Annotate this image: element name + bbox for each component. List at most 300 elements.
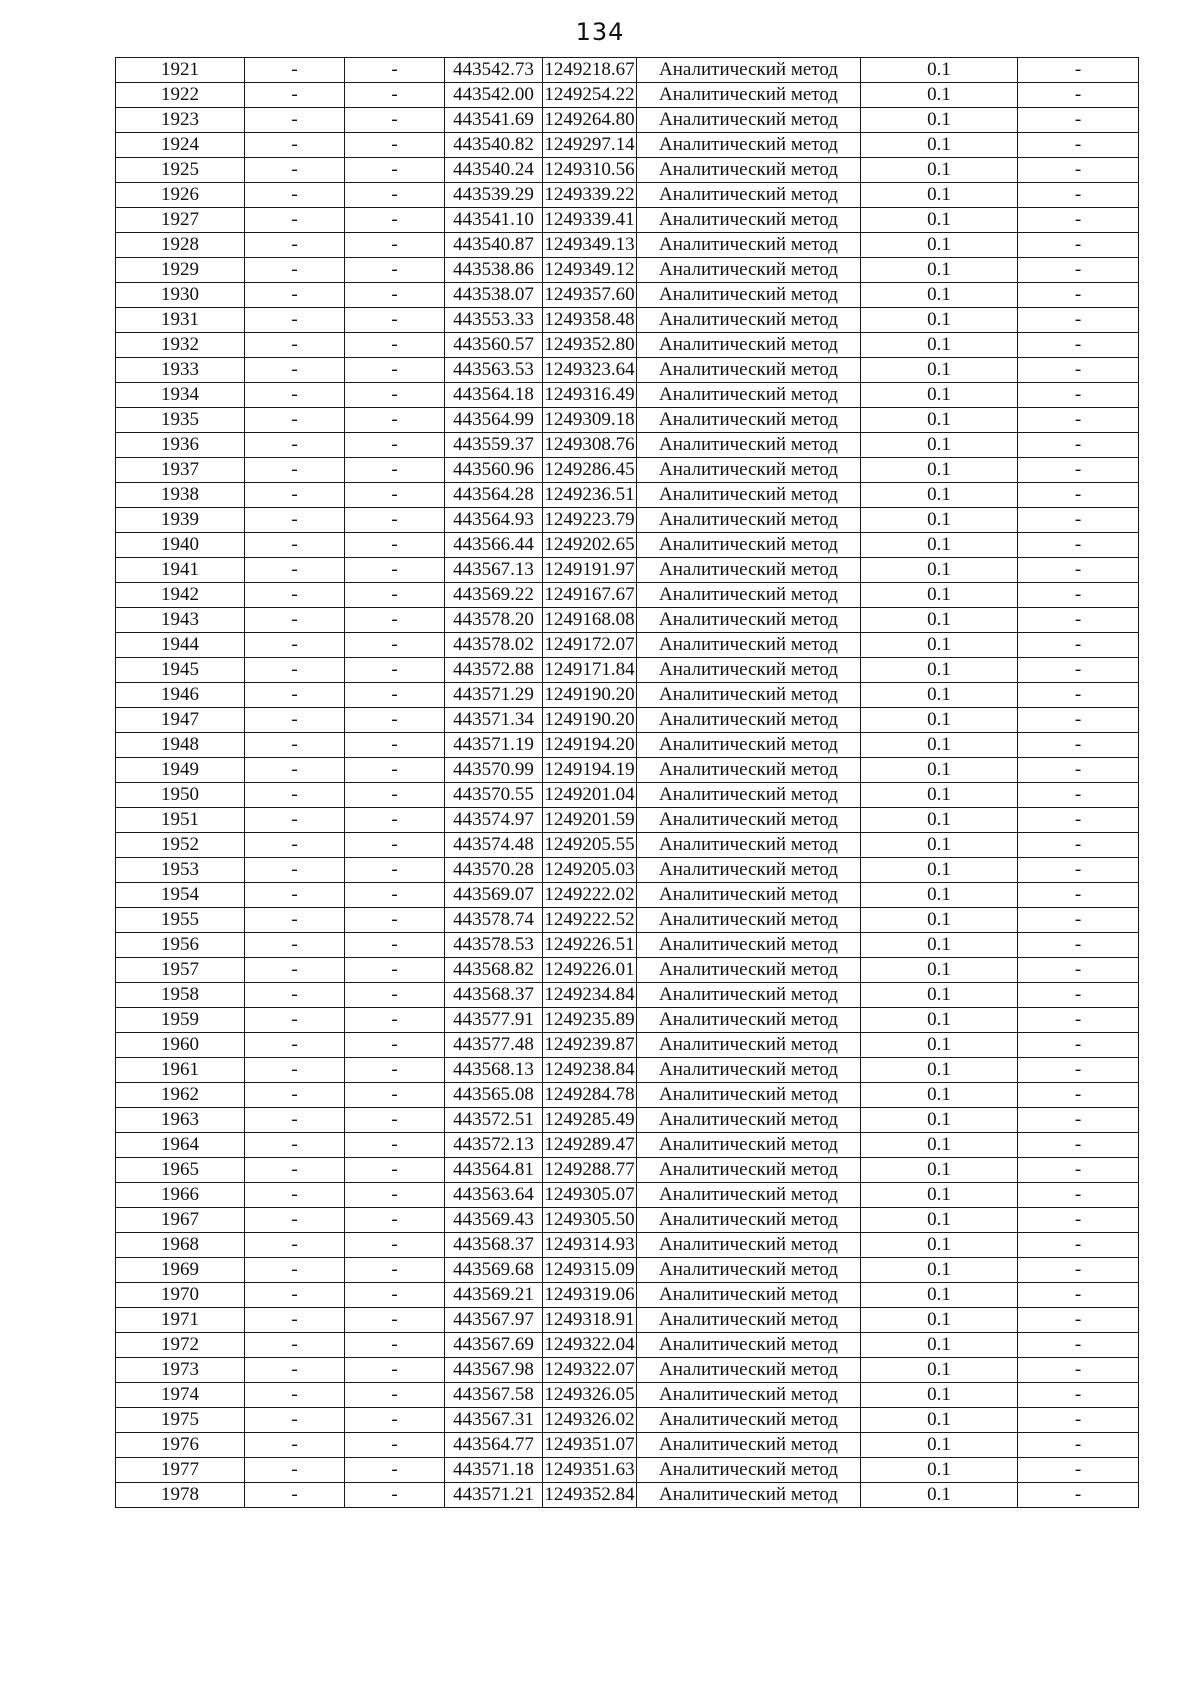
x-coordinate-cell: 443560.57 <box>445 333 543 358</box>
y-coordinate-cell: 1249172.07 <box>543 633 637 658</box>
x-coordinate-cell: 443542.73 <box>445 58 543 83</box>
x-coordinate-cell: 443567.58 <box>445 1383 543 1408</box>
x-coordinate-cell: 443567.31 <box>445 1408 543 1433</box>
point-number-cell: 1964 <box>116 1133 245 1158</box>
y-coordinate-cell: 1249286.45 <box>543 458 637 483</box>
method-cell: Аналитический метод <box>637 1033 861 1058</box>
y-coordinate-cell: 1249201.04 <box>543 783 637 808</box>
precision-cell: 0.1 <box>861 1308 1018 1333</box>
table-row <box>116 1058 1139 1083</box>
dash-cell-old-y: - <box>345 583 445 608</box>
precision-cell: 0.1 <box>861 558 1018 583</box>
method-cell: Аналитический метод <box>637 258 861 283</box>
table-row <box>116 208 1139 233</box>
coordinates-table <box>115 57 1139 1508</box>
table-row <box>116 383 1139 408</box>
y-coordinate-cell: 1249236.51 <box>543 483 637 508</box>
dash-cell-old-y: - <box>345 833 445 858</box>
table-row <box>116 58 1139 83</box>
y-coordinate-cell: 1249352.84 <box>543 1483 637 1508</box>
precision-cell: 0.1 <box>861 883 1018 908</box>
y-coordinate-cell: 1249322.07 <box>543 1358 637 1383</box>
table-row <box>116 1408 1139 1433</box>
dash-cell-last: - <box>1018 1408 1139 1433</box>
x-coordinate-cell: 443564.77 <box>445 1433 543 1458</box>
x-coordinate-cell: 443568.82 <box>445 958 543 983</box>
x-coordinate-cell: 443566.44 <box>445 533 543 558</box>
method-cell: Аналитический метод <box>637 208 861 233</box>
dash-cell-last: - <box>1018 1008 1139 1033</box>
dash-cell-last: - <box>1018 483 1139 508</box>
table-row <box>116 1183 1139 1208</box>
dash-cell-old-x: - <box>245 883 345 908</box>
table-row <box>116 233 1139 258</box>
y-coordinate-cell: 1249205.55 <box>543 833 637 858</box>
dash-cell-old-y: - <box>345 683 445 708</box>
dash-cell-last: - <box>1018 808 1139 833</box>
dash-cell-old-x: - <box>245 833 345 858</box>
method-cell: Аналитический метод <box>637 583 861 608</box>
table-row <box>116 833 1139 858</box>
table-row <box>116 133 1139 158</box>
table-row <box>116 158 1139 183</box>
y-coordinate-cell: 1249297.14 <box>543 133 637 158</box>
page-number: 134 <box>575 18 625 46</box>
table-row <box>116 1258 1139 1283</box>
method-cell: Аналитический метод <box>637 708 861 733</box>
point-number-cell: 1961 <box>116 1058 245 1083</box>
x-coordinate-cell: 443569.68 <box>445 1258 543 1283</box>
dash-cell-old-y: - <box>345 783 445 808</box>
precision-cell: 0.1 <box>861 358 1018 383</box>
dash-cell-old-y: - <box>345 1333 445 1358</box>
x-coordinate-cell: 443578.53 <box>445 933 543 958</box>
dash-cell-old-y: - <box>345 533 445 558</box>
y-coordinate-cell: 1249226.01 <box>543 958 637 983</box>
dash-cell-old-x: - <box>245 1158 345 1183</box>
y-coordinate-cell: 1249318.91 <box>543 1308 637 1333</box>
dash-cell-old-y: - <box>345 433 445 458</box>
point-number-cell: 1921 <box>116 58 245 83</box>
point-number-cell: 1955 <box>116 908 245 933</box>
method-cell: Аналитический метод <box>637 1358 861 1383</box>
x-coordinate-cell: 443571.29 <box>445 683 543 708</box>
dash-cell-last: - <box>1018 458 1139 483</box>
precision-cell: 0.1 <box>861 233 1018 258</box>
dash-cell-old-y: - <box>345 483 445 508</box>
dash-cell-old-x: - <box>245 133 345 158</box>
dash-cell-old-x: - <box>245 333 345 358</box>
dash-cell-last: - <box>1018 1358 1139 1383</box>
x-coordinate-cell: 443569.21 <box>445 1283 543 1308</box>
dash-cell-old-y: - <box>345 83 445 108</box>
y-coordinate-cell: 1249254.22 <box>543 83 637 108</box>
point-number-cell: 1944 <box>116 633 245 658</box>
x-coordinate-cell: 443540.24 <box>445 158 543 183</box>
table-row <box>116 1083 1139 1108</box>
dash-cell-old-x: - <box>245 783 345 808</box>
point-number-cell: 1923 <box>116 108 245 133</box>
y-coordinate-cell: 1249191.97 <box>543 558 637 583</box>
dash-cell-old-x: - <box>245 1208 345 1233</box>
point-number-cell: 1960 <box>116 1033 245 1058</box>
method-cell: Аналитический метод <box>637 683 861 708</box>
point-number-cell: 1952 <box>116 833 245 858</box>
method-cell: Аналитический метод <box>637 908 861 933</box>
dash-cell-old-y: - <box>345 1208 445 1233</box>
dash-cell-old-x: - <box>245 258 345 283</box>
dash-cell-last: - <box>1018 58 1139 83</box>
dash-cell-old-y: - <box>345 1183 445 1208</box>
x-coordinate-cell: 443567.98 <box>445 1358 543 1383</box>
dash-cell-last: - <box>1018 533 1139 558</box>
point-number-cell: 1922 <box>116 83 245 108</box>
dash-cell-last: - <box>1018 133 1139 158</box>
y-coordinate-cell: 1249309.18 <box>543 408 637 433</box>
y-coordinate-cell: 1249322.04 <box>543 1333 637 1358</box>
y-coordinate-cell: 1249168.08 <box>543 608 637 633</box>
dash-cell-old-y: - <box>345 1083 445 1108</box>
point-number-cell: 1968 <box>116 1233 245 1258</box>
table-row <box>116 1383 1139 1408</box>
x-coordinate-cell: 443564.93 <box>445 508 543 533</box>
point-number-cell: 1967 <box>116 1208 245 1233</box>
dash-cell-last: - <box>1018 1383 1139 1408</box>
dash-cell-last: - <box>1018 1158 1139 1183</box>
dash-cell-last: - <box>1018 658 1139 683</box>
dash-cell-last: - <box>1018 158 1139 183</box>
point-number-cell: 1963 <box>116 1108 245 1133</box>
dash-cell-last: - <box>1018 208 1139 233</box>
dash-cell-old-x: - <box>245 1408 345 1433</box>
dash-cell-old-y: - <box>345 558 445 583</box>
x-coordinate-cell: 443569.22 <box>445 583 543 608</box>
precision-cell: 0.1 <box>861 1058 1018 1083</box>
table-row <box>116 1483 1139 1508</box>
dash-cell-old-x: - <box>245 958 345 983</box>
dash-cell-old-x: - <box>245 1258 345 1283</box>
dash-cell-old-x: - <box>245 733 345 758</box>
table-row <box>116 508 1139 533</box>
dash-cell-old-x: - <box>245 683 345 708</box>
table-row <box>116 533 1139 558</box>
point-number-cell: 1978 <box>116 1483 245 1508</box>
dash-cell-old-x: - <box>245 583 345 608</box>
precision-cell: 0.1 <box>861 283 1018 308</box>
x-coordinate-cell: 443560.96 <box>445 458 543 483</box>
x-coordinate-cell: 443569.43 <box>445 1208 543 1233</box>
precision-cell: 0.1 <box>861 583 1018 608</box>
dash-cell-old-y: - <box>345 108 445 133</box>
precision-cell: 0.1 <box>861 758 1018 783</box>
precision-cell: 0.1 <box>861 483 1018 508</box>
table-row <box>116 683 1139 708</box>
dash-cell-old-y: - <box>345 1158 445 1183</box>
dash-cell-old-x: - <box>245 1083 345 1108</box>
table-row <box>116 1308 1139 1333</box>
x-coordinate-cell: 443572.51 <box>445 1108 543 1133</box>
dash-cell-old-x: - <box>245 1383 345 1408</box>
y-coordinate-cell: 1249323.64 <box>543 358 637 383</box>
x-coordinate-cell: 443572.13 <box>445 1133 543 1158</box>
x-coordinate-cell: 443571.21 <box>445 1483 543 1508</box>
method-cell: Аналитический метод <box>637 958 861 983</box>
y-coordinate-cell: 1249194.20 <box>543 733 637 758</box>
dash-cell-old-x: - <box>245 158 345 183</box>
dash-cell-last: - <box>1018 1183 1139 1208</box>
y-coordinate-cell: 1249289.47 <box>543 1133 637 1158</box>
point-number-cell: 1950 <box>116 783 245 808</box>
precision-cell: 0.1 <box>861 158 1018 183</box>
method-cell: Аналитический метод <box>637 508 861 533</box>
dash-cell-old-y: - <box>345 58 445 83</box>
precision-cell: 0.1 <box>861 633 1018 658</box>
y-coordinate-cell: 1249357.60 <box>543 283 637 308</box>
dash-cell-last: - <box>1018 408 1139 433</box>
dash-cell-last: - <box>1018 283 1139 308</box>
dash-cell-last: - <box>1018 383 1139 408</box>
dash-cell-old-y: - <box>345 1483 445 1508</box>
y-coordinate-cell: 1249223.79 <box>543 508 637 533</box>
precision-cell: 0.1 <box>861 208 1018 233</box>
dash-cell-old-y: - <box>345 208 445 233</box>
method-cell: Аналитический метод <box>637 1408 861 1433</box>
point-number-cell: 1957 <box>116 958 245 983</box>
precision-cell: 0.1 <box>861 1233 1018 1258</box>
dash-cell-last: - <box>1018 833 1139 858</box>
dash-cell-old-x: - <box>245 1308 345 1333</box>
x-coordinate-cell: 443567.13 <box>445 558 543 583</box>
precision-cell: 0.1 <box>861 983 1018 1008</box>
point-number-cell: 1926 <box>116 183 245 208</box>
method-cell: Аналитический метод <box>637 1458 861 1483</box>
table-row <box>116 258 1139 283</box>
precision-cell: 0.1 <box>861 1158 1018 1183</box>
dash-cell-last: - <box>1018 1333 1139 1358</box>
dash-cell-old-x: - <box>245 183 345 208</box>
method-cell: Аналитический метод <box>637 1133 861 1158</box>
method-cell: Аналитический метод <box>637 533 861 558</box>
dash-cell-last: - <box>1018 83 1139 108</box>
dash-cell-last: - <box>1018 733 1139 758</box>
point-number-cell: 1948 <box>116 733 245 758</box>
dash-cell-last: - <box>1018 758 1139 783</box>
point-number-cell: 1962 <box>116 1083 245 1108</box>
x-coordinate-cell: 443565.08 <box>445 1083 543 1108</box>
y-coordinate-cell: 1249352.80 <box>543 333 637 358</box>
point-number-cell: 1959 <box>116 1008 245 1033</box>
dash-cell-old-x: - <box>245 1483 345 1508</box>
point-number-cell: 1949 <box>116 758 245 783</box>
dash-cell-last: - <box>1018 608 1139 633</box>
point-number-cell: 1975 <box>116 1408 245 1433</box>
dash-cell-old-x: - <box>245 633 345 658</box>
precision-cell: 0.1 <box>861 433 1018 458</box>
dash-cell-old-x: - <box>245 308 345 333</box>
x-coordinate-cell: 443577.91 <box>445 1008 543 1033</box>
x-coordinate-cell: 443568.37 <box>445 1233 543 1258</box>
precision-cell: 0.1 <box>861 683 1018 708</box>
dash-cell-old-x: - <box>245 1108 345 1133</box>
x-coordinate-cell: 443542.00 <box>445 83 543 108</box>
y-coordinate-cell: 1249310.56 <box>543 158 637 183</box>
dash-cell-last: - <box>1018 433 1139 458</box>
table-row <box>116 583 1139 608</box>
x-coordinate-cell: 443538.86 <box>445 258 543 283</box>
table-row <box>116 283 1139 308</box>
method-cell: Аналитический метод <box>637 608 861 633</box>
precision-cell: 0.1 <box>861 1208 1018 1233</box>
dash-cell-old-x: - <box>245 208 345 233</box>
dash-cell-old-x: - <box>245 508 345 533</box>
method-cell: Аналитический метод <box>637 633 861 658</box>
x-coordinate-cell: 443578.20 <box>445 608 543 633</box>
precision-cell: 0.1 <box>861 1433 1018 1458</box>
precision-cell: 0.1 <box>861 1458 1018 1483</box>
method-cell: Аналитический метод <box>637 1308 861 1333</box>
coordinates-table-body <box>116 58 1139 1508</box>
table-row <box>116 483 1139 508</box>
x-coordinate-cell: 443540.82 <box>445 133 543 158</box>
x-coordinate-cell: 443568.37 <box>445 983 543 1008</box>
y-coordinate-cell: 1249190.20 <box>543 708 637 733</box>
dash-cell-last: - <box>1018 633 1139 658</box>
dash-cell-old-y: - <box>345 1258 445 1283</box>
dash-cell-old-y: - <box>345 933 445 958</box>
dash-cell-old-x: - <box>245 908 345 933</box>
table-row <box>116 558 1139 583</box>
x-coordinate-cell: 443569.07 <box>445 883 543 908</box>
x-coordinate-cell: 443564.99 <box>445 408 543 433</box>
table-row <box>116 1433 1139 1458</box>
dash-cell-last: - <box>1018 1433 1139 1458</box>
dash-cell-old-y: - <box>345 158 445 183</box>
dash-cell-old-x: - <box>245 858 345 883</box>
y-coordinate-cell: 1249202.65 <box>543 533 637 558</box>
point-number-cell: 1927 <box>116 208 245 233</box>
dash-cell-old-x: - <box>245 408 345 433</box>
precision-cell: 0.1 <box>861 1108 1018 1133</box>
point-number-cell: 1932 <box>116 333 245 358</box>
x-coordinate-cell: 443567.69 <box>445 1333 543 1358</box>
dash-cell-old-x: - <box>245 758 345 783</box>
point-number-cell: 1973 <box>116 1358 245 1383</box>
dash-cell-old-x: - <box>245 1458 345 1483</box>
method-cell: Аналитический метод <box>637 758 861 783</box>
dash-cell-last: - <box>1018 708 1139 733</box>
method-cell: Аналитический метод <box>637 1008 861 1033</box>
dash-cell-old-x: - <box>245 1008 345 1033</box>
table-row <box>116 1108 1139 1133</box>
method-cell: Аналитический метод <box>637 333 861 358</box>
precision-cell: 0.1 <box>861 108 1018 133</box>
precision-cell: 0.1 <box>861 1483 1018 1508</box>
precision-cell: 0.1 <box>861 408 1018 433</box>
table-row <box>116 83 1139 108</box>
precision-cell: 0.1 <box>861 933 1018 958</box>
y-coordinate-cell: 1249319.06 <box>543 1283 637 1308</box>
dash-cell-old-y: - <box>345 808 445 833</box>
point-number-cell: 1945 <box>116 658 245 683</box>
point-number-cell: 1940 <box>116 533 245 558</box>
y-coordinate-cell: 1249238.84 <box>543 1058 637 1083</box>
y-coordinate-cell: 1249349.12 <box>543 258 637 283</box>
y-coordinate-cell: 1249235.89 <box>543 1008 637 1033</box>
y-coordinate-cell: 1249351.07 <box>543 1433 637 1458</box>
point-number-cell: 1935 <box>116 408 245 433</box>
x-coordinate-cell: 443577.48 <box>445 1033 543 1058</box>
y-coordinate-cell: 1249288.77 <box>543 1158 637 1183</box>
method-cell: Аналитический метод <box>637 233 861 258</box>
dash-cell-old-x: - <box>245 83 345 108</box>
precision-cell: 0.1 <box>861 658 1018 683</box>
dash-cell-old-x: - <box>245 108 345 133</box>
dash-cell-last: - <box>1018 1083 1139 1108</box>
dash-cell-last: - <box>1018 958 1139 983</box>
table-row <box>116 308 1139 333</box>
y-coordinate-cell: 1249305.50 <box>543 1208 637 1233</box>
x-coordinate-cell: 443564.81 <box>445 1158 543 1183</box>
dash-cell-old-y: - <box>345 708 445 733</box>
table-row <box>116 1158 1139 1183</box>
point-number-cell: 1974 <box>116 1383 245 1408</box>
point-number-cell: 1947 <box>116 708 245 733</box>
precision-cell: 0.1 <box>861 833 1018 858</box>
dash-cell-old-x: - <box>245 808 345 833</box>
method-cell: Аналитический метод <box>637 408 861 433</box>
precision-cell: 0.1 <box>861 333 1018 358</box>
precision-cell: 0.1 <box>861 133 1018 158</box>
method-cell: Аналитический метод <box>637 1158 861 1183</box>
y-coordinate-cell: 1249201.59 <box>543 808 637 833</box>
point-number-cell: 1977 <box>116 1458 245 1483</box>
dash-cell-old-y: - <box>345 1033 445 1058</box>
method-cell: Аналитический метод <box>637 158 861 183</box>
dash-cell-last: - <box>1018 358 1139 383</box>
precision-cell: 0.1 <box>861 458 1018 483</box>
point-number-cell: 1972 <box>116 1333 245 1358</box>
dash-cell-last: - <box>1018 583 1139 608</box>
method-cell: Аналитический метод <box>637 483 861 508</box>
dash-cell-old-x: - <box>245 1033 345 1058</box>
point-number-cell: 1943 <box>116 608 245 633</box>
point-number-cell: 1971 <box>116 1308 245 1333</box>
method-cell: Аналитический метод <box>637 933 861 958</box>
dash-cell-old-x: - <box>245 608 345 633</box>
table-row <box>116 458 1139 483</box>
dash-cell-old-y: - <box>345 383 445 408</box>
dash-cell-last: - <box>1018 558 1139 583</box>
y-coordinate-cell: 1249190.20 <box>543 683 637 708</box>
table-row <box>116 858 1139 883</box>
dash-cell-old-y: - <box>345 958 445 983</box>
method-cell: Аналитический метод <box>637 1058 861 1083</box>
table-row <box>116 1333 1139 1358</box>
y-coordinate-cell: 1249315.09 <box>543 1258 637 1283</box>
dash-cell-old-y: - <box>345 1108 445 1133</box>
dash-cell-old-y: - <box>345 658 445 683</box>
dash-cell-last: - <box>1018 1483 1139 1508</box>
dash-cell-old-y: - <box>345 1408 445 1433</box>
x-coordinate-cell: 443564.18 <box>445 383 543 408</box>
precision-cell: 0.1 <box>861 1008 1018 1033</box>
dash-cell-old-y: - <box>345 908 445 933</box>
table-row <box>116 883 1139 908</box>
dash-cell-old-x: - <box>245 1233 345 1258</box>
method-cell: Аналитический метод <box>637 558 861 583</box>
method-cell: Аналитический метод <box>637 658 861 683</box>
dash-cell-old-y: - <box>345 983 445 1008</box>
